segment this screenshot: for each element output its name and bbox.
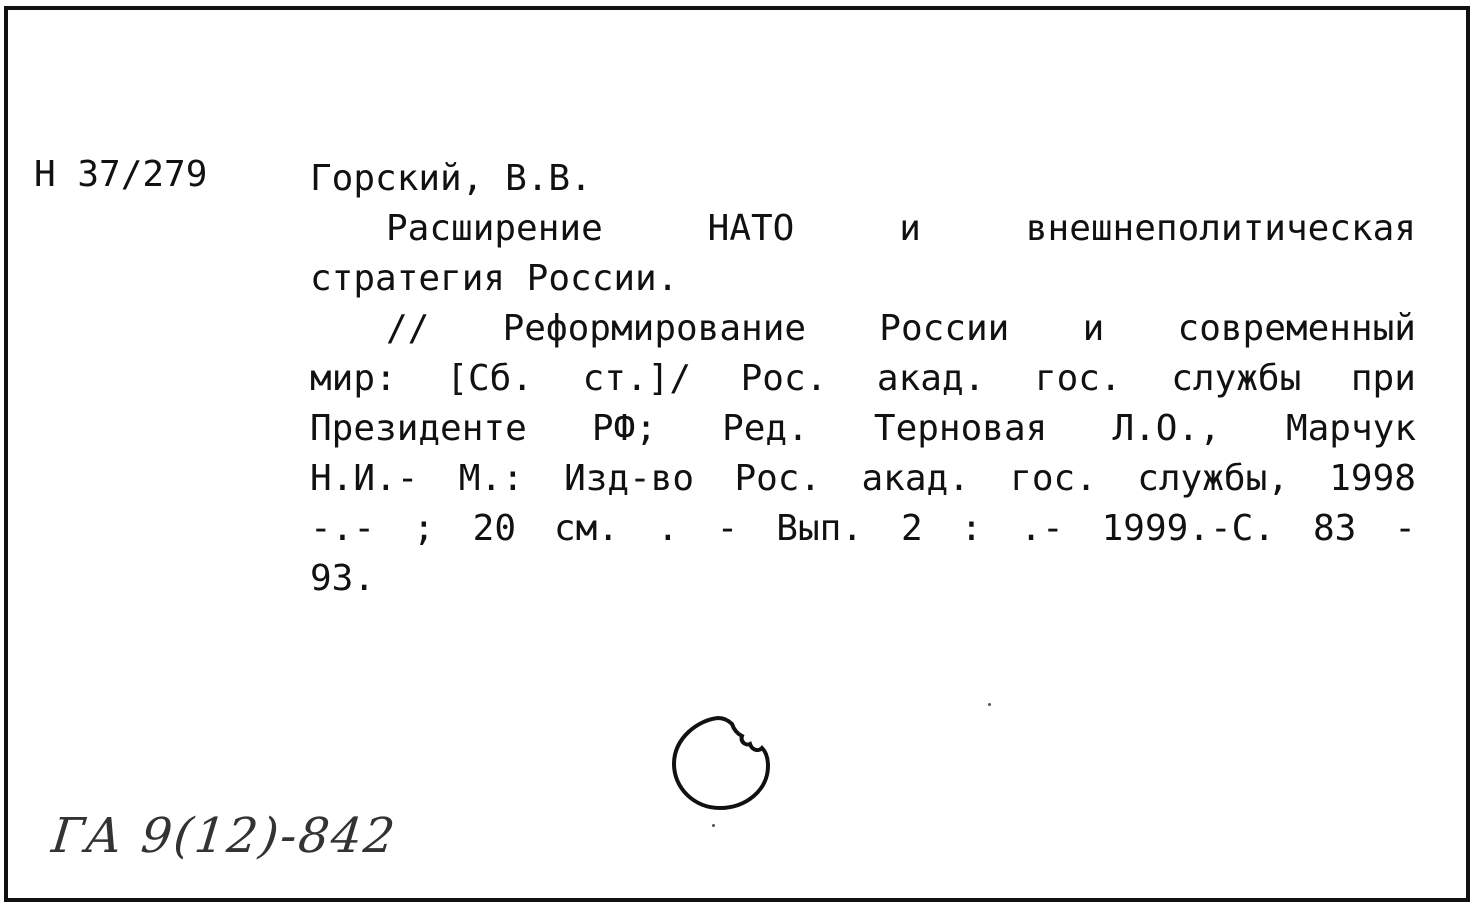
entry-word: // xyxy=(386,308,430,349)
entry-body xyxy=(310,204,1416,604)
entry-word: акад. xyxy=(861,458,970,499)
entry-word: Расширение xyxy=(386,208,603,249)
paper-speck xyxy=(988,703,991,706)
author-line xyxy=(310,154,1416,204)
entry-word: мир: xyxy=(310,358,397,399)
entry-word: 93. xyxy=(310,558,376,599)
entry-word: и xyxy=(899,208,921,249)
entry-line xyxy=(310,304,1416,354)
entry-word: [Сб. xyxy=(446,358,534,399)
entry-word: Вып. xyxy=(776,508,863,549)
entry-line xyxy=(310,354,1416,404)
entry-word: 20 xyxy=(472,508,517,549)
entry-word: при xyxy=(1350,358,1416,399)
entry-word: : xyxy=(960,508,983,549)
entry-word: гос. xyxy=(1034,358,1122,399)
author-name: Горский, В.В. xyxy=(310,158,592,199)
entry-word: Президенте xyxy=(310,408,527,449)
entry-word: - xyxy=(1394,508,1416,549)
entry-word: 1999.-С. xyxy=(1101,508,1275,549)
entry-word: . xyxy=(656,508,679,549)
entry-word: см. xyxy=(553,508,620,549)
entry-word: 83 xyxy=(1312,508,1357,549)
entry-word: и xyxy=(1082,308,1105,349)
entry-word: службы, xyxy=(1137,458,1289,499)
entry-word: .- xyxy=(1020,508,1064,549)
entry-line xyxy=(310,554,1416,604)
entry-word: службы xyxy=(1171,358,1302,399)
entry-word: Реформирование xyxy=(502,308,807,349)
entry-word: РФ; xyxy=(591,408,657,449)
entry-word: НАТО xyxy=(707,208,795,249)
bibliographic-entry xyxy=(310,154,1416,604)
entry-word: Л.О., xyxy=(1112,408,1221,449)
entry-word: Изд-во xyxy=(564,458,695,499)
entry-word: Рос. xyxy=(734,458,822,499)
entry-word: акад. xyxy=(876,358,986,399)
entry-word: гос. xyxy=(1010,458,1097,499)
entry-word: -.- xyxy=(310,508,376,549)
entry-line xyxy=(310,254,1416,304)
entry-word: Марчук xyxy=(1285,408,1416,449)
punch-hole xyxy=(668,712,774,812)
paper-speck xyxy=(712,824,715,827)
entry-word: России xyxy=(879,308,1010,349)
entry-word: М.: xyxy=(458,458,524,499)
entry-word: 1998 xyxy=(1329,458,1416,499)
entry-word: внешнеполитическая xyxy=(1025,208,1416,249)
entry-word: 2 xyxy=(900,508,923,549)
handwritten-code: ГА 9(12)-842 xyxy=(49,808,400,864)
entry-word: современный xyxy=(1177,308,1416,349)
entry-word: ст.]/ xyxy=(582,358,691,399)
shelf-mark: Н 37/279 xyxy=(34,154,208,195)
entry-line xyxy=(310,504,1416,554)
entry-word: Н.И.- xyxy=(310,458,419,499)
entry-word: России. xyxy=(526,258,679,299)
entry-word: Терновая xyxy=(873,408,1048,449)
entry-word: стратегия xyxy=(310,258,506,299)
entry-word: - xyxy=(716,508,739,549)
entry-line xyxy=(310,204,1416,254)
entry-word: ; xyxy=(413,508,435,549)
entry-line xyxy=(310,454,1416,504)
entry-word: Рос. xyxy=(740,358,828,399)
entry-line xyxy=(310,404,1416,454)
entry-word: Ред. xyxy=(722,408,809,449)
